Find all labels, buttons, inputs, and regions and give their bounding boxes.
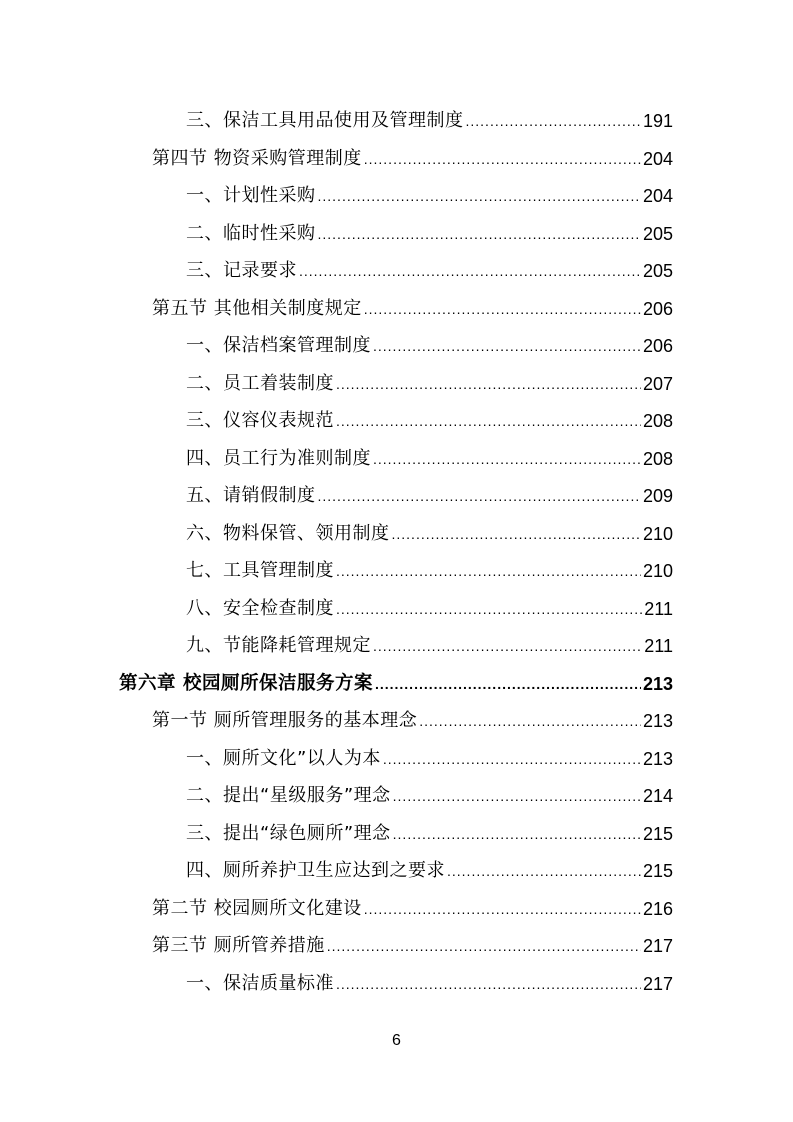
toc-entry[interactable] [186, 365, 673, 395]
toc-entry-title: 三、记录要求 [186, 260, 297, 281]
toc-dot-leader [299, 260, 641, 282]
toc-dot-leader [392, 523, 641, 545]
toc-entry-page: 210 [642, 561, 673, 581]
toc-dot-leader [393, 823, 641, 845]
toc-entry-page: 209 [642, 486, 673, 506]
toc-entry-title: 二、临时性采购 [186, 222, 316, 244]
toc-entry[interactable] [152, 140, 673, 170]
toc-dot-leader [373, 635, 642, 657]
toc-entry-page: 205 [642, 223, 673, 244]
toc-dot-leader [375, 673, 641, 695]
toc-entry-title: 第五节 其他相关制度规定 [152, 297, 362, 319]
toc-entry-title: 一、保洁档案管理制度 [186, 335, 371, 356]
toc-entry[interactable] [152, 290, 673, 320]
toc-dot-leader [318, 485, 641, 507]
toc-dot-leader [447, 860, 641, 882]
toc-entry-title: 第三节 厕所管养措施 [152, 935, 325, 956]
toc-entry-title: 二、员工着装制度 [186, 372, 334, 394]
toc-entry[interactable] [186, 590, 673, 620]
toc-entry[interactable] [186, 627, 673, 657]
toc-entry-page: 217 [642, 973, 673, 994]
toc-dot-leader [336, 410, 641, 432]
toc-entry[interactable] [186, 327, 673, 357]
toc-entry-page: 217 [642, 936, 673, 956]
toc-entry-title: 六、物料保管、领用制度 [186, 522, 390, 544]
toc-entry-title: 三、保洁工具用品使用及管理制度 [186, 110, 464, 131]
toc-dot-leader [318, 223, 641, 245]
toc-dot-leader [336, 560, 641, 582]
toc-chapter-entry[interactable] [119, 665, 673, 695]
toc-entry-page: 206 [642, 298, 673, 319]
toc-dot-leader [383, 748, 641, 770]
toc-entry-page: 213 [642, 673, 673, 694]
toc-dot-leader [373, 335, 641, 357]
toc-entry-page: 208 [642, 448, 673, 469]
toc-entry[interactable] [152, 702, 673, 732]
toc-entry-page: 211 [644, 636, 673, 656]
toc-entry-title: 五、请销假制度 [186, 485, 316, 506]
toc-entry-title: 四、员工行为准则制度 [186, 447, 371, 469]
toc-entry[interactable] [186, 515, 673, 545]
toc-dot-leader [364, 148, 641, 170]
toc-entry[interactable] [152, 927, 673, 957]
toc-entry[interactable] [186, 552, 673, 582]
page-number: 6 [392, 1032, 401, 1049]
toc-entry-title: 四、厕所养护卫生应达到之要求 [186, 860, 445, 881]
toc-entry-page: 216 [642, 898, 673, 919]
toc-entry-page: 213 [642, 748, 673, 769]
toc-entry-title: 第二节 校园厕所文化建设 [152, 897, 362, 919]
toc-entry[interactable] [186, 477, 673, 507]
toc-entry-page: 208 [642, 411, 673, 431]
toc-entry[interactable] [186, 402, 673, 432]
toc-entry[interactable] [186, 965, 673, 995]
toc-dot-leader [364, 298, 641, 320]
toc-dot-leader [373, 448, 641, 470]
toc-entry-title: 二、提出“星级服务”理念 [186, 785, 391, 806]
toc-entry-page: 206 [642, 336, 673, 356]
toc-entry[interactable] [186, 815, 673, 845]
toc-dot-leader [318, 185, 641, 207]
toc-entry-title: 七、工具管理制度 [186, 560, 334, 581]
toc-dot-leader [419, 710, 641, 732]
toc-entry-title: 一、计划性采购 [186, 185, 316, 206]
toc-dot-leader [393, 785, 641, 807]
toc-entry-page: 214 [642, 786, 673, 806]
toc-entry-page: 213 [642, 711, 673, 731]
toc-entry-title: 一、保洁质量标准 [186, 972, 334, 994]
toc-entry-page: 210 [642, 523, 673, 544]
toc-entry[interactable] [186, 252, 673, 282]
toc-entry-page: 191 [642, 111, 673, 131]
toc-entry-page: 211 [644, 598, 673, 619]
toc-dot-leader [336, 973, 641, 995]
toc-entry-page: 215 [642, 823, 673, 844]
toc-entry-title: 第一节 厕所管理服务的基本理念 [152, 710, 418, 731]
toc-entry[interactable] [186, 777, 673, 807]
toc-entry-page: 207 [642, 373, 673, 394]
toc-entry-title: 第六章 校园厕所保洁服务方案 [119, 672, 373, 694]
toc-dot-leader [336, 373, 641, 395]
toc-entry-title: 八、安全检查制度 [186, 597, 334, 619]
toc-dot-leader [364, 898, 641, 920]
toc-entry[interactable] [186, 440, 673, 470]
toc-entry-title: 三、提出“绿色厕所”理念 [186, 822, 391, 844]
toc-entry[interactable] [186, 852, 673, 882]
toc-entry[interactable] [186, 740, 673, 770]
toc-entry-page: 215 [642, 861, 673, 881]
toc-dot-leader [327, 935, 641, 957]
toc-entry-title: 第四节 物资采购管理制度 [152, 147, 362, 169]
toc-entry[interactable] [186, 177, 673, 207]
toc-entry-title: 一、厕所文化”以人为本 [186, 747, 381, 769]
toc-dot-leader [466, 110, 641, 132]
toc-entry[interactable] [186, 102, 673, 132]
toc-entry-page: 204 [642, 148, 673, 169]
toc-entry-page: 204 [642, 186, 673, 206]
toc-entry[interactable] [152, 890, 673, 920]
toc-entry-title: 三、仪容仪表规范 [186, 410, 334, 431]
toc-dot-leader [336, 598, 642, 620]
toc-entry-title: 九、节能降耗管理规定 [186, 635, 371, 656]
toc-entry[interactable] [186, 215, 673, 245]
toc-entry-page: 205 [642, 261, 673, 281]
